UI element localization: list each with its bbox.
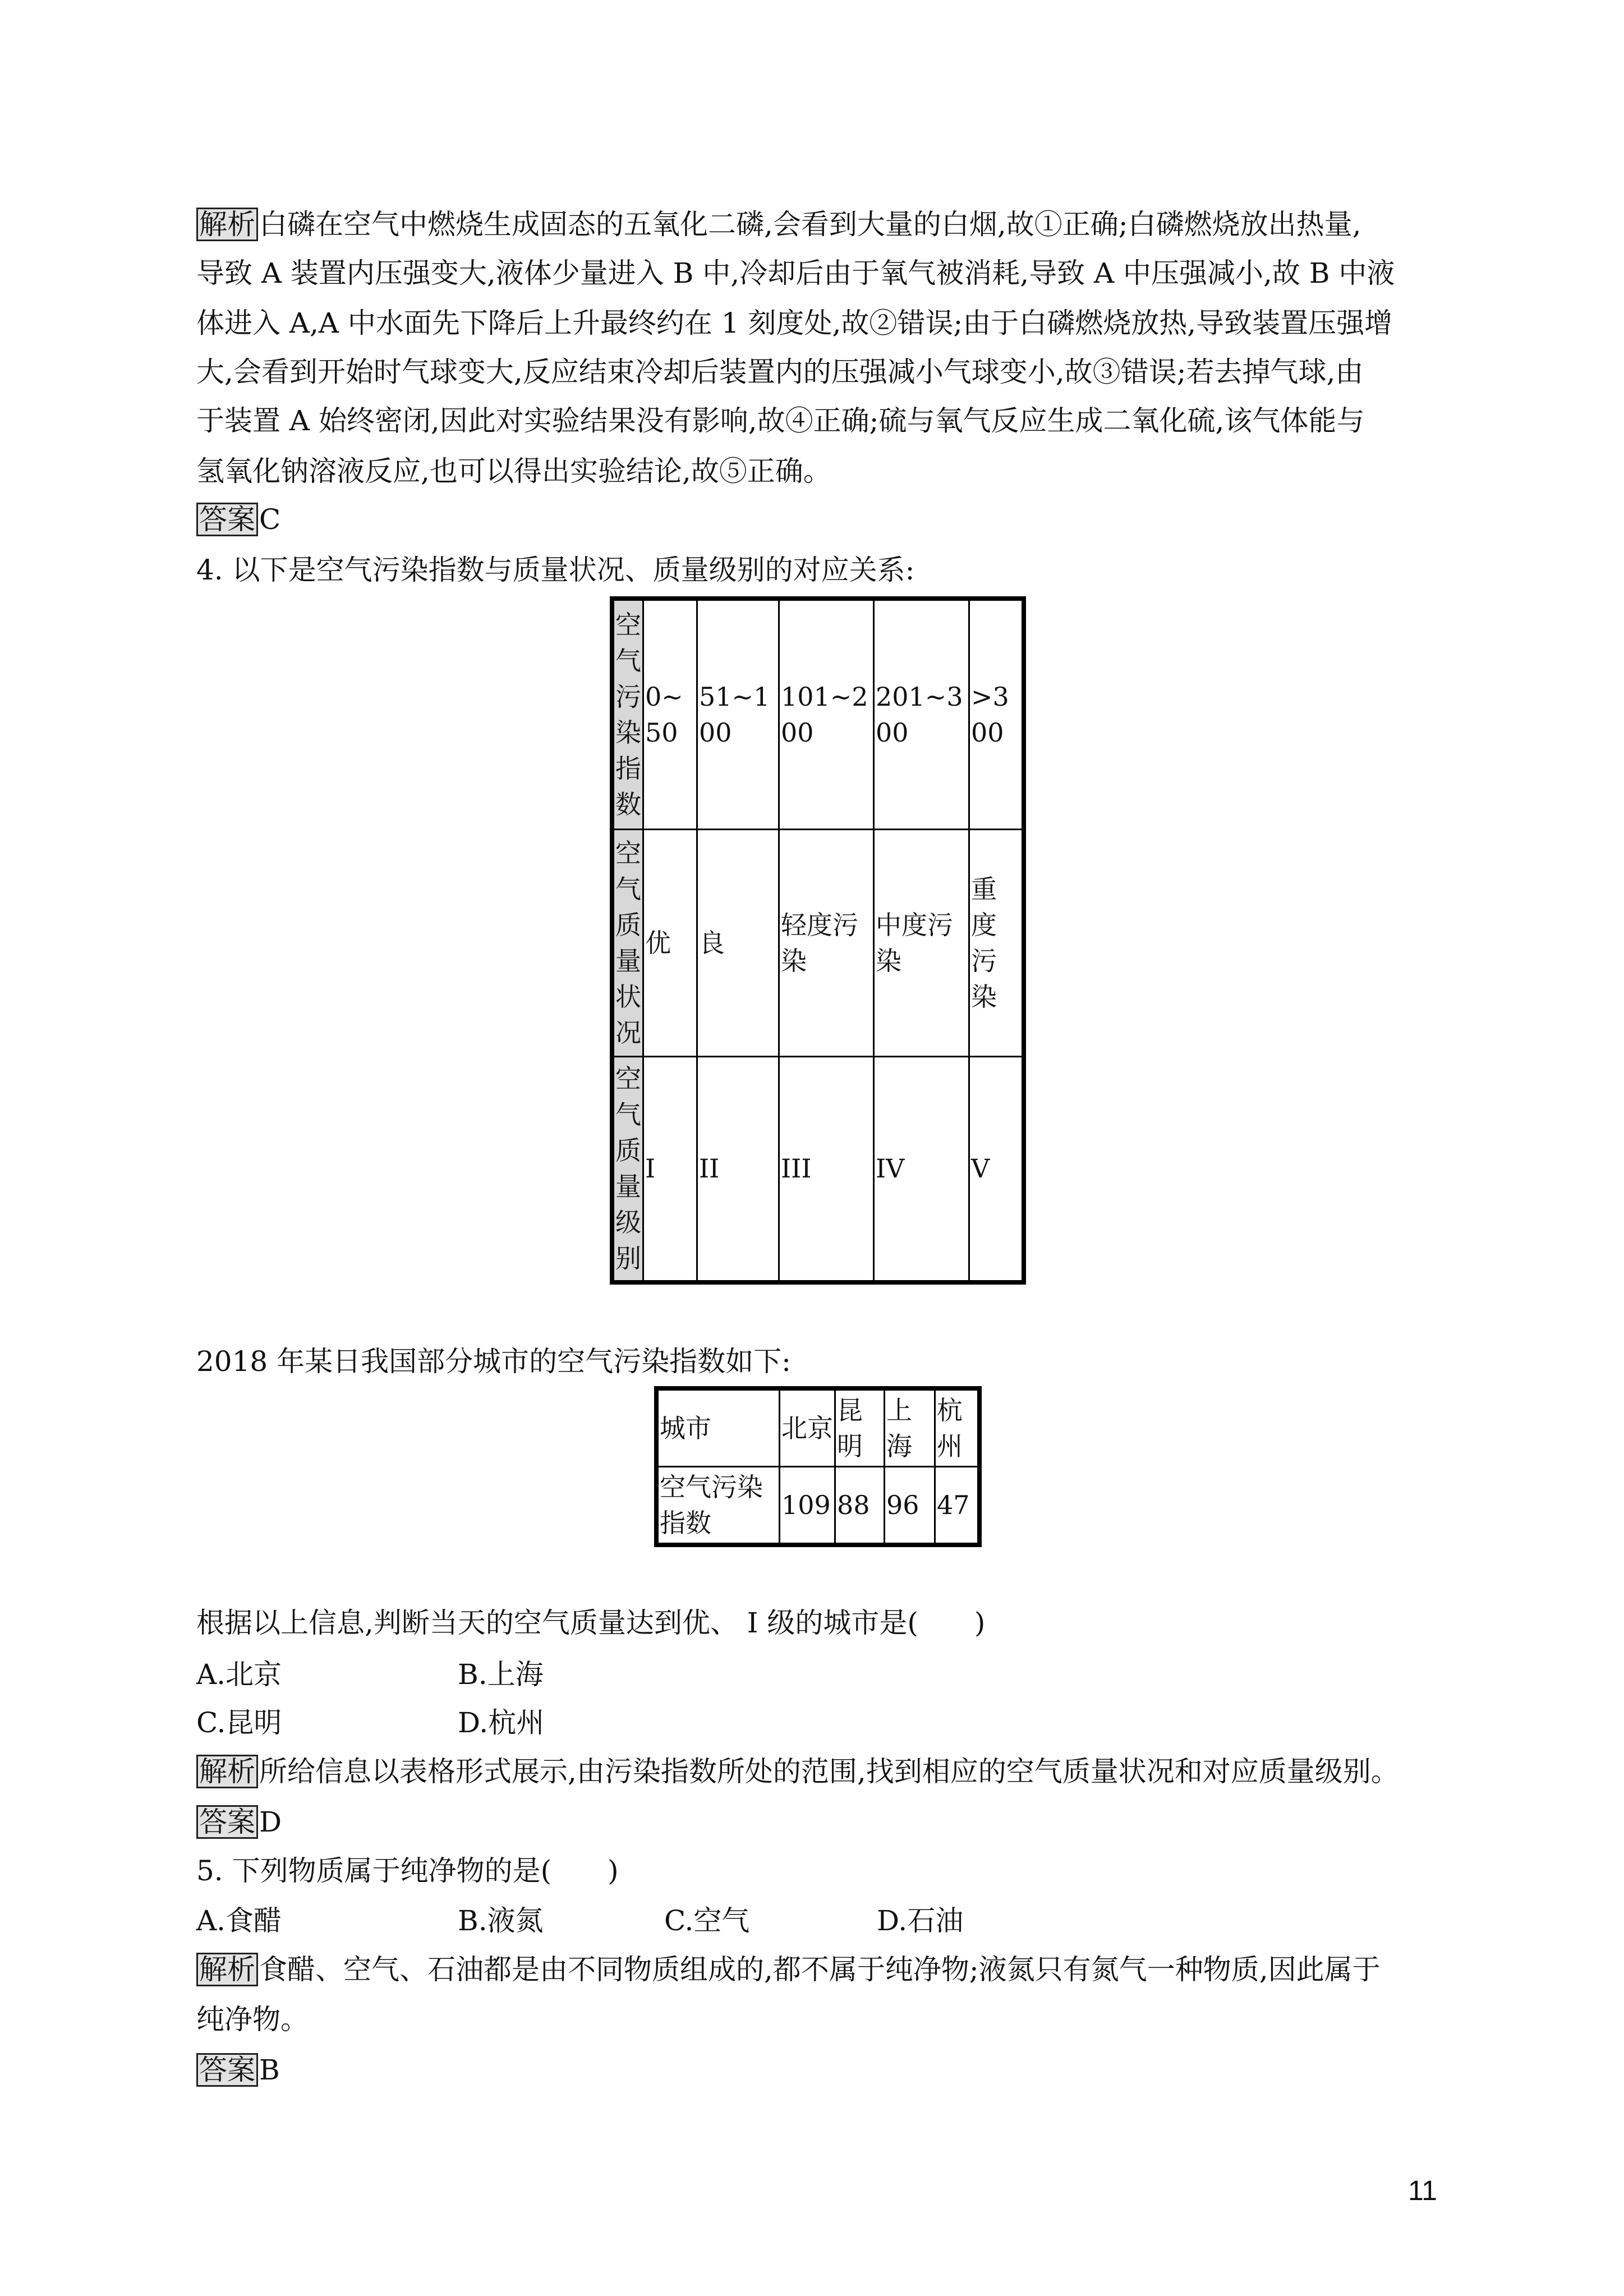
table-cell: 109 <box>780 1467 835 1545</box>
table-cell: 重度污染 <box>969 829 1024 1056</box>
option-b: B.液氮 <box>458 1904 544 1937</box>
option-a: A.北京 <box>196 1658 282 1691</box>
analysis-tag: 解析 <box>196 1953 258 1986</box>
answer-tag: 答案 <box>196 503 258 536</box>
table-cell: 轻度污染 <box>779 829 874 1056</box>
option-c: C.昆明 <box>196 1706 282 1739</box>
table-cell: 96 <box>885 1467 935 1545</box>
q4-question: 根据以上信息,判断当天的空气质量达到优、 I 级的城市是( ) <box>196 1607 986 1639</box>
table-cell: 城市 <box>656 1388 780 1467</box>
q5-question: 5. 下列物质属于纯净物的是( ) <box>196 1855 619 1887</box>
table-cell: 空气污染指数 <box>656 1467 780 1545</box>
q3-analysis-line: 体进入 A,A 中水面先下降后上升最终约在 1 刻度处,故②错误;由于白磷燃烧放热,导致装置压强增 <box>196 307 1393 339</box>
table-cell: 0~50 <box>643 599 697 829</box>
q3-analysis-line: 导致 A 装置内压强变大,液体少量进入 B 中,冷却后由于氧气被消耗,导致 A 中压强减小,故 B 中液 <box>196 257 1395 289</box>
table-cell: III <box>779 1056 874 1282</box>
analysis-tag: 解析 <box>196 1755 258 1788</box>
option-a: A.食醋 <box>196 1904 282 1937</box>
row-header: 空气质量状况 <box>612 829 643 1056</box>
table-cell: 中度污染 <box>874 829 969 1056</box>
answer-tag: 答案 <box>196 1805 258 1839</box>
table-cell: I <box>643 1056 697 1282</box>
table-cell: 47 <box>935 1467 980 1545</box>
q3-answer: 答案 C <box>196 503 280 536</box>
row-header: 空气质量级别 <box>612 1056 643 1282</box>
table-cell: 201~300 <box>874 599 969 829</box>
option-c: C.空气 <box>664 1904 750 1937</box>
city-index-table <box>654 1386 982 1547</box>
q3-analysis-line: 大,会看到开始时气球变大,反应结束冷却后装置内的压强减小气球变小,故③错误;若去掉气球,由 <box>196 356 1364 388</box>
pollution-index-table <box>610 596 1026 1285</box>
answer-tag: 答案 <box>196 2053 258 2087</box>
table-cell: II <box>697 1056 779 1282</box>
table-cell: IV <box>874 1056 969 1282</box>
table-cell: 88 <box>835 1467 885 1545</box>
table-cell: 昆明 <box>835 1388 885 1467</box>
table-cell: 杭州 <box>935 1388 980 1467</box>
q4-answer: 答案 D <box>196 1805 282 1839</box>
table-cell: V <box>969 1056 1024 1282</box>
table-cell: 北京 <box>780 1388 835 1467</box>
table-cell: 良 <box>697 829 779 1056</box>
table-cell: 51~100 <box>697 599 779 829</box>
q5-analysis-line: 解析 食醋、空气、石油都是由不同物质组成的,都不属于纯净物;液氮只有氮气一种物质,因此属于 <box>196 1953 1381 1986</box>
table-cell: 优 <box>643 829 697 1056</box>
q4-analysis: 解析 所给信息以表格形式展示,由污染指数所处的范围,找到相应的空气质量状况和对应质量级别。 <box>196 1755 1399 1788</box>
q5-answer: 答案 B <box>196 2053 280 2087</box>
row-header: 空气污染指数 <box>612 599 643 829</box>
q5-analysis-line: 纯净物。 <box>196 2003 309 2036</box>
analysis-tag: 解析 <box>196 208 258 241</box>
table-cell: 上海 <box>885 1388 935 1467</box>
table-cell: 101~200 <box>779 599 874 829</box>
option-d: D.杭州 <box>458 1706 545 1739</box>
page-number: 11 <box>1408 2175 1437 2206</box>
q3-analysis-line: 于装置 A 始终密闭,因此对实验结果没有影响,故④正确;硫与氧气反应生成二氧化硫,该气体能与 <box>196 404 1365 437</box>
option-d: D.石油 <box>877 1904 964 1937</box>
q4-intro: 4. 以下是空气污染指数与质量状况、质量级别的对应关系: <box>196 554 915 586</box>
q4-intro2: 2018 年某日我国部分城市的空气污染指数如下: <box>196 1345 791 1378</box>
q3-analysis-line: 氢氧化钠溶液反应,也可以得出实验结论,故⑤正确。 <box>196 455 831 487</box>
option-b: B.上海 <box>458 1658 544 1691</box>
table-cell: >300 <box>969 599 1024 829</box>
q3-analysis-line: 解析 白磷在空气中燃烧生成固态的五氧化二磷,会看到大量的白烟,故①正确;白磷燃烧放出热量, <box>196 208 1361 241</box>
